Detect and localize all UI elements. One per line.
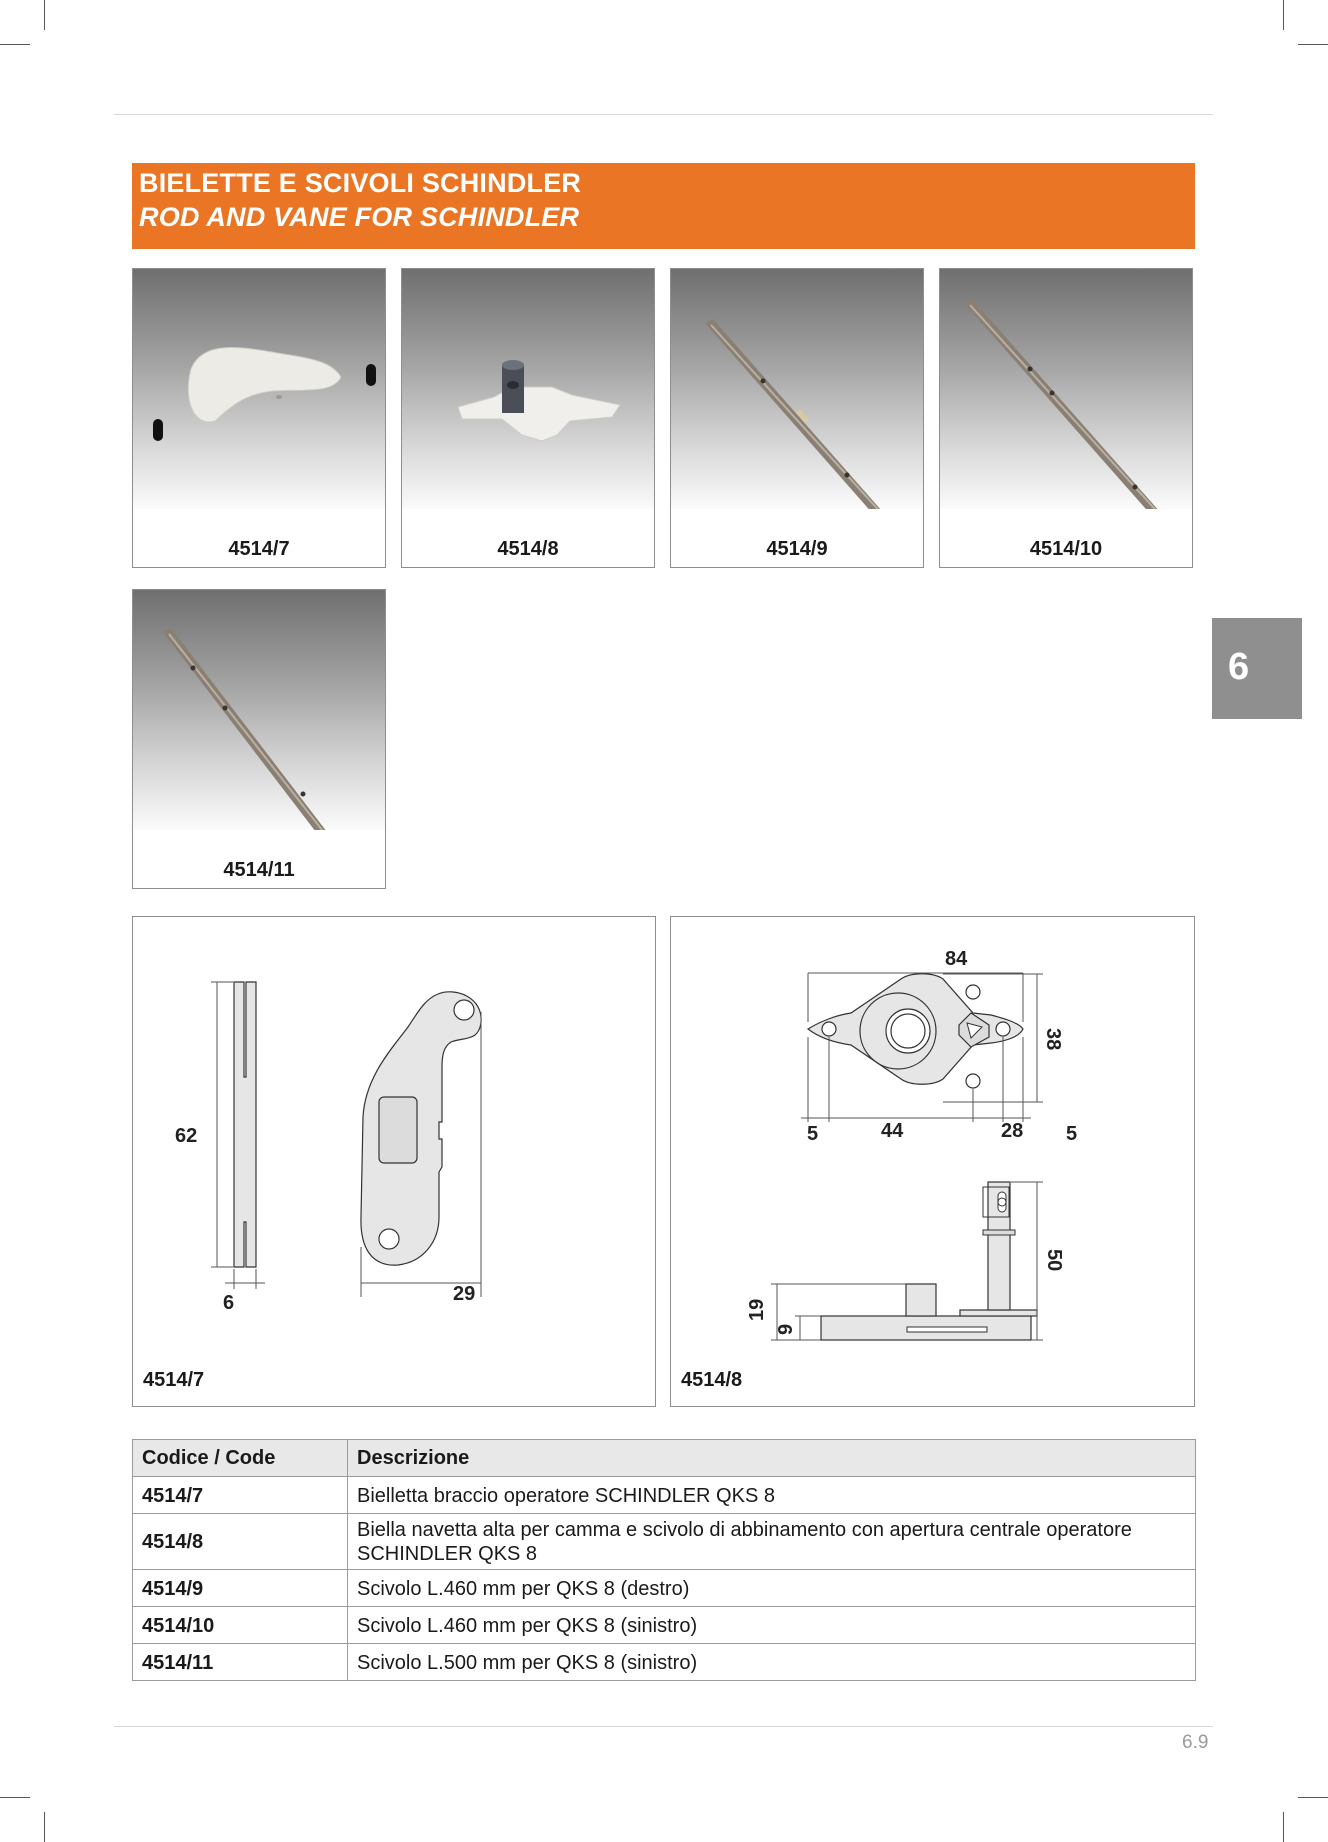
product-tile-4514-10: [939, 268, 1193, 568]
dim-height: 62: [175, 1125, 198, 1147]
crop-mark: [1283, 0, 1284, 30]
crop-mark: [1298, 44, 1328, 45]
dim-length: 84: [945, 948, 968, 970]
dim-h9: 9: [775, 1323, 797, 1335]
header-code: Codice / Code: [133, 1440, 348, 1477]
row-code: 4514/7: [133, 1477, 348, 1514]
product-photo: [402, 269, 654, 509]
product-tile-4514-7: [132, 268, 386, 568]
drawing-4514-8: [670, 916, 1195, 1407]
title-italian: BIELETTE E SCIVOLI SCHINDLER: [139, 168, 582, 198]
header-description: Descrizione: [348, 1440, 1196, 1477]
dim-height: 38: [1042, 1028, 1064, 1051]
table-row: [133, 1607, 1196, 1644]
product-tile-4514-11: [132, 589, 386, 889]
table-row: [133, 1514, 1196, 1570]
crop-mark: [1298, 1797, 1328, 1798]
product-photo: [133, 590, 385, 830]
vane-long-image: [133, 590, 385, 830]
shuttle-rod-image: [402, 269, 654, 509]
section-tab: [1212, 618, 1302, 719]
table-row: [133, 1644, 1196, 1681]
product-code: 4514/8: [497, 538, 559, 560]
top-rule: [114, 114, 1213, 115]
dim-h19: 19: [746, 1298, 768, 1321]
dim-width: 29: [453, 1283, 476, 1305]
crop-mark: [44, 1812, 45, 1842]
crop-mark: [0, 44, 30, 45]
product-tile-4514-9: [670, 268, 924, 568]
dim-b: 44: [881, 1120, 904, 1142]
product-photo: [940, 269, 1192, 509]
bottom-rule: [114, 1726, 1213, 1727]
spec-table: [132, 1439, 1196, 1681]
table-header-row: [133, 1440, 1196, 1477]
dim-thickness: 6: [223, 1292, 235, 1314]
vane-left-image: [940, 269, 1192, 509]
row-description: Bielletta braccio operatore SCHINDLER QKS 8: [348, 1477, 1196, 1514]
section-tab-number: 6: [1228, 646, 1250, 688]
row-code: 4514/8: [133, 1514, 348, 1570]
table-row: [133, 1570, 1196, 1607]
row-description: Scivolo L.500 mm per QKS 8 (sinistro): [348, 1644, 1196, 1681]
crop-mark: [0, 1797, 30, 1798]
dim-d: 5: [1066, 1123, 1078, 1145]
crop-mark: [44, 0, 45, 30]
dim-a: 5: [807, 1123, 819, 1145]
dim-c: 28: [1001, 1120, 1024, 1142]
vane-right-image: [671, 269, 923, 509]
product-code: 4514/9: [766, 538, 828, 560]
row-code: 4514/10: [133, 1607, 348, 1644]
crop-mark: [1283, 1812, 1284, 1842]
page-number: 6.9: [1182, 1732, 1209, 1753]
product-code: 4514/11: [223, 859, 295, 881]
product-tile-4514-8: [401, 268, 655, 568]
drawing-4514-7: [132, 916, 656, 1407]
drawing-code: 4514/8: [681, 1369, 743, 1391]
rod-plastic-image: [133, 269, 385, 509]
row-code: 4514/11: [133, 1644, 348, 1681]
technical-drawing-shuttle: [671, 917, 1194, 1406]
dim-pin-height: 50: [1043, 1249, 1065, 1272]
product-code: 4514/10: [1029, 538, 1103, 560]
title-english: ROD AND VANE FOR SCHINDLER: [139, 202, 580, 232]
row-description: Scivolo L.460 mm per QKS 8 (destro): [348, 1570, 1196, 1607]
row-description: Biella navetta alta per camma e scivolo di abbinamento con apertura centrale operatore SCHINDLER QKS 8: [348, 1514, 1196, 1570]
product-code: 4514/7: [228, 538, 290, 560]
row-code: 4514/9: [133, 1570, 348, 1607]
product-photo: [671, 269, 923, 509]
product-photo: [133, 269, 385, 509]
table-row: [133, 1477, 1196, 1514]
technical-drawing-rod: [133, 917, 655, 1406]
row-description: Scivolo L.460 mm per QKS 8 (sinistro): [348, 1607, 1196, 1644]
title-banner: [132, 163, 1195, 249]
drawing-code: 4514/7: [143, 1369, 205, 1391]
